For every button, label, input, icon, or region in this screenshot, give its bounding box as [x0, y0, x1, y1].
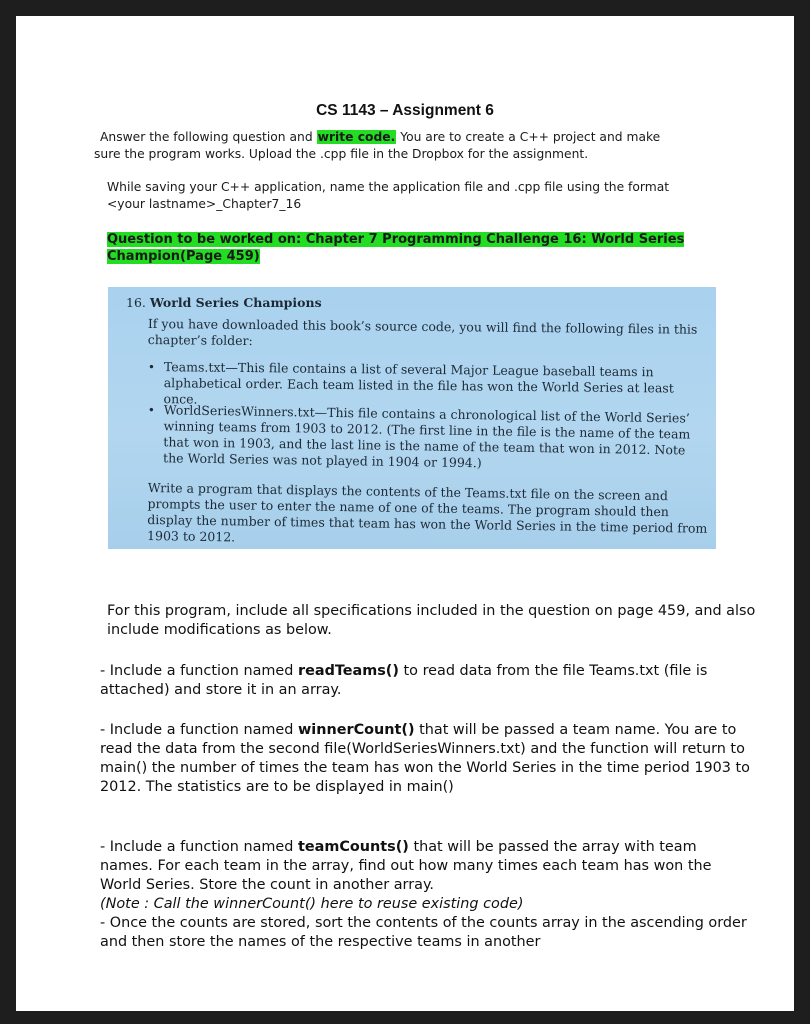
requirement-sort: - Once the counts are stored, sort the contents of the counts array in the ascending order and then store the names of the respective teams in another: [100, 915, 747, 950]
book-problem-title: World Series Champions: [149, 295, 322, 310]
page-title: CS 1143 – Assignment 6: [316, 102, 494, 119]
requirement-prefix: - Include a function named: [100, 663, 298, 679]
function-name-winnercount: winnerCount(): [298, 722, 415, 738]
bullet-icon: •: [147, 359, 156, 375]
bullet-icon: •: [147, 402, 156, 418]
document-page: [16, 16, 794, 1011]
function-name-teamcounts: teamCounts(): [298, 839, 409, 855]
requirement-teamcounts: [100, 838, 750, 952]
book-bullet-winners-text: WorldSeriesWinners.txt—This file contains a chronological list of the World Series’ winning teams from 1903 to 2012. (The first line in the file is the name of the team that won in 1903, and the last line is the name of the team that won in 2012. Note the World Series was not played in 1904 or 1994.): [163, 402, 691, 471]
intro-line-2: sure the program works. Upload the .cpp file in the Dropbox for the assignment.: [94, 147, 589, 161]
requirement-note: (Note : Call the winnerCount() here to reuse existing code): [100, 896, 524, 912]
specifications-paragraph: For this program, include all specifications included in the question on page 459, and also include modifications as below.: [107, 603, 756, 638]
saving-note: While saving your C++ application, name the application file and .cpp file using the format <your lastname>_Chapter7_16: [107, 180, 670, 211]
requirement-text: that will be passed the array with team names. For each team in the array, find out how many times each team has won the World Series. Store the count in another array.: [100, 839, 712, 893]
intro-text-before: Answer the following question and: [100, 130, 313, 144]
question-highlight: Question to be worked on: Chapter 7 Programming Challenge 16: World Series Champion(Page 459): [107, 232, 685, 264]
book-problem-number: 16.: [126, 295, 146, 310]
book-bullet-winners: [147, 402, 708, 475]
intro-paragraph: [94, 129, 700, 163]
book-intro: If you have downloaded this book’s source code, you will find the following files in this chapter’s folder:: [147, 316, 698, 349]
requirement-text: to read data from the file Teams.txt (file is attached) and store it in an array.: [100, 663, 708, 698]
book-write-program: Write a program that displays the contents of the Teams.txt file on the screen and prompts the user to enter the name of one of the teams. The program should then display the number of times that team has won the World Series in the time period from 1903 to 2012.: [147, 480, 708, 545]
function-name-readteams: readTeams(): [298, 663, 399, 679]
book-bullet-teams-text: Teams.txt—This file contains a list of several Major League baseball teams in alphabetical order. Each team listed in the file has won the World Series at least once.: [163, 359, 674, 407]
requirement-text: that will be passed a team name. You are to read the data from the second file(WorldSeriesWinners.txt) and the function will return to main() the number of times the team has won the World Series in the time period 1903 to 2012. The statistics are to be displayed in main(): [100, 722, 750, 795]
requirement-prefix: - Include a function named: [100, 722, 298, 738]
intro-text-after: You are to create a C++ project and make: [396, 130, 661, 144]
book-heading: [126, 295, 322, 310]
requirement-readteams: [100, 662, 750, 700]
write-code-highlight: write code.: [317, 130, 396, 144]
question-heading: [107, 231, 707, 265]
requirement-winnercount: [100, 721, 750, 797]
book-excerpt-image: [108, 287, 716, 549]
requirement-prefix: - Include a function named: [100, 839, 298, 855]
